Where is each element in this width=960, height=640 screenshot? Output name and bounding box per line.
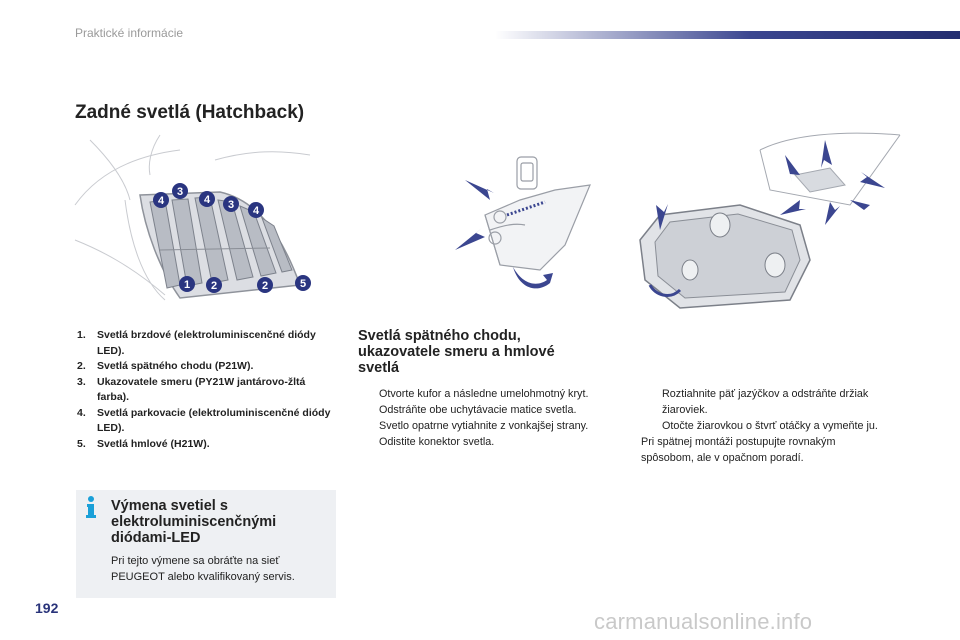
step-item: Otvorte kufor a následne umelohmotný kryt.	[358, 386, 628, 402]
bullet-marker	[358, 434, 379, 450]
legend-item-5: 5. Svetlá hmlové (H21W).	[77, 437, 210, 450]
callout-2a	[206, 277, 222, 293]
step-item: Svetlo opatrne vytiahnite z vonkajšej strany.	[358, 418, 628, 434]
svg-text:2: 2	[210, 280, 218, 292]
info-icon	[83, 495, 99, 519]
bullet-marker	[358, 386, 379, 402]
callout-3a	[172, 183, 188, 199]
bullet-marker	[641, 386, 662, 418]
legend-item-4: 4. Svetlá parkovacie (elektroluminiscenčné diódy LED).	[77, 406, 331, 434]
svg-text:3: 3	[176, 186, 184, 198]
header-title: Praktické informácie	[75, 26, 184, 40]
step-item: Roztiahnite päť jazýčkov a odstráňte držiak žiaroviek.	[641, 386, 891, 418]
svg-text:3: 3	[227, 199, 235, 211]
steps-right	[641, 386, 891, 466]
watermark: carmanualsonline.info	[594, 609, 813, 634]
callout-4c	[248, 202, 264, 218]
page-number: 192	[35, 600, 59, 616]
bullet-marker	[358, 418, 379, 434]
callout-2b	[257, 277, 273, 293]
step-item: Odstráňte obe uchytávacie matice svetla.	[358, 402, 628, 418]
callout-4b	[199, 191, 215, 207]
callout-1	[179, 276, 195, 292]
info-title: Výmena svetiel s elektroluminiscenčnými diódami-LED	[111, 498, 277, 546]
rear-light-illustration	[70, 130, 335, 310]
callout-5	[295, 275, 311, 291]
step-item: Odistite konektor svetla.	[358, 434, 628, 450]
trunk-nuts-illustration	[445, 145, 595, 295]
callout-3b	[223, 196, 239, 212]
callout-4a	[153, 192, 169, 208]
legend-item-2: 2. Svetlá spätného chodu (P21W).	[77, 360, 254, 372]
bullet-marker	[641, 418, 662, 434]
header-bar	[495, 31, 960, 39]
section-title: Zadné svetlá (Hatchback)	[75, 102, 305, 123]
steps-left	[358, 386, 628, 450]
light-legend	[77, 328, 337, 452]
info-text: Pri tejto výmene sa obráťte na sieť PEUGEOT alebo kvalifikovaný servis.	[111, 555, 295, 583]
legend-item-1: 1. Svetlá brzdové (elektroluminiscenčné diódy LED).	[77, 329, 316, 357]
bullet-marker	[358, 402, 379, 418]
bulb-holder-illustration	[620, 130, 910, 315]
step-item: Otočte žiarovkou o štvrť otáčky a vymeňte ju.	[641, 418, 891, 434]
svg-text:1: 1	[183, 279, 191, 291]
svg-text:4: 4	[252, 205, 260, 217]
subsection-title: Svetlá spätného chodu, ukazovatele smeru a hmlové svetlá	[358, 328, 555, 376]
svg-text:4: 4	[203, 194, 211, 206]
svg-text:5: 5	[299, 278, 307, 290]
svg-text:4: 4	[157, 195, 165, 207]
reassembly-note: Pri spätnej montáži postupujte rovnakým spôsobom, ale v opačnom poradí.	[641, 436, 836, 464]
svg-text:2: 2	[261, 280, 269, 292]
legend-item-3: 3. Ukazovatele smeru (PY21W jantárovo-žltá farba).	[77, 375, 306, 403]
